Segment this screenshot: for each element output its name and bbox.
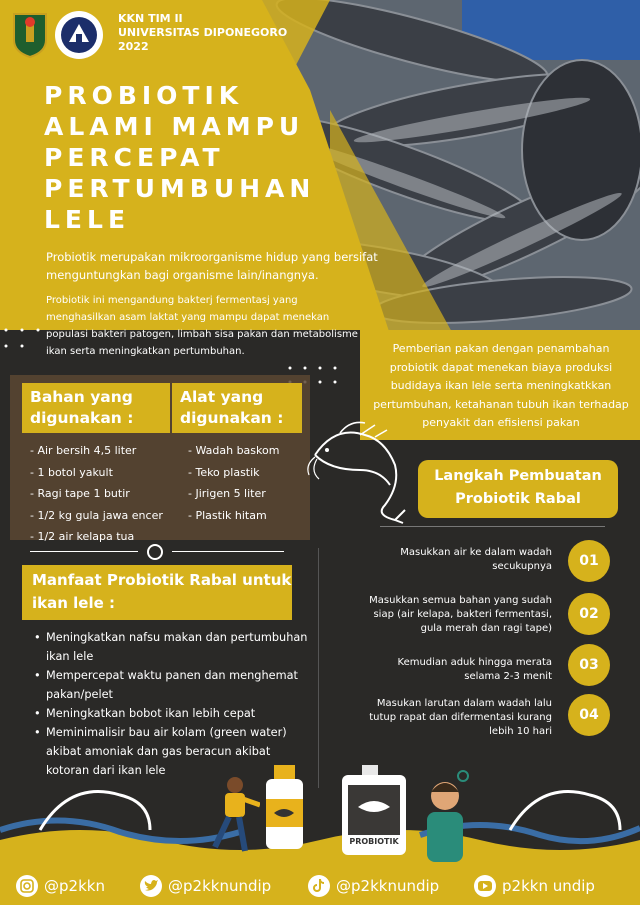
list-item: - Ragi tape 1 butir <box>30 487 130 500</box>
twitter-icon <box>140 875 162 897</box>
step-3-number: 03 <box>568 644 610 686</box>
twitter-link[interactable] <box>140 875 271 897</box>
langkah-title: Langkah Pembuatan Probiotik Rabal <box>418 460 618 518</box>
list-item: - Jirigen 5 liter <box>188 487 266 500</box>
divider-line <box>380 526 605 527</box>
list-item: • Meningkatkan nafsu makan dan pertumbuhan ikan lele <box>34 628 314 666</box>
twitter-handle: @p2kknundip <box>168 877 272 895</box>
tiktok-handle: @p2kknundip <box>336 877 440 895</box>
tiktok-link[interactable] <box>308 875 439 897</box>
instagram-icon <box>16 875 38 897</box>
org-line3: 2022 <box>118 40 149 53</box>
youtube-handle: p2kkn undip <box>502 877 595 895</box>
tiktok-icon <box>308 875 330 897</box>
manfaat-title: Manfaat Probiotik Rabal untuk ikan lele : <box>22 565 292 620</box>
intro-paragraph-2: Probiotik ini mengandung bakterj fermentasj yang menghasilkan asam laktat yang mampu dapat menekan populasi bakteri patogen, limbah sisa pakan dan metabolisme ikan serta meningkatkan pertumbuhan. <box>46 295 358 357</box>
list-item: - 1/2 air kelapa tua <box>30 530 135 543</box>
divider-circle <box>147 544 163 560</box>
step-1-number: 01 <box>568 540 610 582</box>
list-item: - Air bersih 4,5 liter <box>30 444 137 457</box>
instagram-link[interactable] <box>16 875 105 897</box>
undip-logo <box>54 10 104 60</box>
step-4-text: Masukan larutan dalam wadah lalu tutup rapat dan difermentasi kurang lebih 10 hari <box>369 698 552 737</box>
list-item: - 1/2 kg gula jawa encer <box>30 508 163 522</box>
list-item: • Meminimalisir bau air kolam (green water) akibat amoniak dan gas beracun akibat kotoran dari ikan lele <box>34 723 314 780</box>
thinking-person-icon <box>415 770 475 865</box>
hero-section <box>0 0 640 365</box>
catfish-line-icon <box>305 415 415 525</box>
jug-label: PROBIOTIK <box>349 837 399 846</box>
list-item: • Meningkatkan bobot ikan lebih cepat <box>34 704 314 723</box>
step-2-number: 02 <box>568 593 610 635</box>
divider-line <box>172 551 284 552</box>
divider-line <box>30 551 138 552</box>
intro-paragraph-1: Probiotik merupakan mikroorganisme hidup yang bersifat menguntungkan bagi organisme lain/inangnya. <box>46 250 378 282</box>
instagram-handle: @p2kkn <box>44 877 105 895</box>
list-item: - Teko plastik <box>188 465 260 479</box>
org-info <box>118 12 287 54</box>
list-item: - 1 botol yakult <box>30 465 113 479</box>
org-line2: UNIVERSITAS DIPONEGORO <box>118 26 288 39</box>
bottom-illustration <box>0 740 640 870</box>
youtube-link[interactable] <box>474 875 595 897</box>
step-1-text: Masukkan air ke dalam wadah secukupnya <box>400 547 552 572</box>
yakult-bottle-icon <box>262 765 307 850</box>
list-item: - Wadah baskom <box>188 444 280 457</box>
step-3-text: Kemudian aduk hingga merata selama 2-3 menit <box>397 657 552 682</box>
bahan-list <box>30 440 163 548</box>
person-pushing-icon <box>205 775 260 855</box>
org-line1: KKN TIM II <box>118 12 183 25</box>
bahan-title: Bahan yang digunakan : <box>22 383 170 433</box>
step-2-text: Masukkan semua bahan yang sudah siap (air kelapa, bakteri fermentasi, gula merah dan ragi tape) <box>369 595 552 634</box>
step-4-number: 04 <box>568 694 610 736</box>
alat-list <box>188 440 279 526</box>
callout-text: Pemberian pakan dengan penambahan probiotik dapat menekan biaya produksi budidaya ikan lele serta meningkatkkan pertumbuhan, ketahanan tubuh ikan terhadap penyakit dan efisiensi pakan <box>373 342 629 429</box>
page-title: PROBIOTIK ALAMI MAMPU PERCEPAT PERTUMBUHAN LELE <box>44 81 316 234</box>
emblem-logo <box>12 12 48 58</box>
list-item: • Mempercepat waktu panen dan menghemat pakan/pelet <box>34 666 314 704</box>
youtube-icon <box>474 875 496 897</box>
probiotik-jug-icon <box>340 765 408 855</box>
alat-title: Alat yang digunakan : <box>172 383 302 433</box>
list-item: - Plastik hitam <box>188 508 267 522</box>
